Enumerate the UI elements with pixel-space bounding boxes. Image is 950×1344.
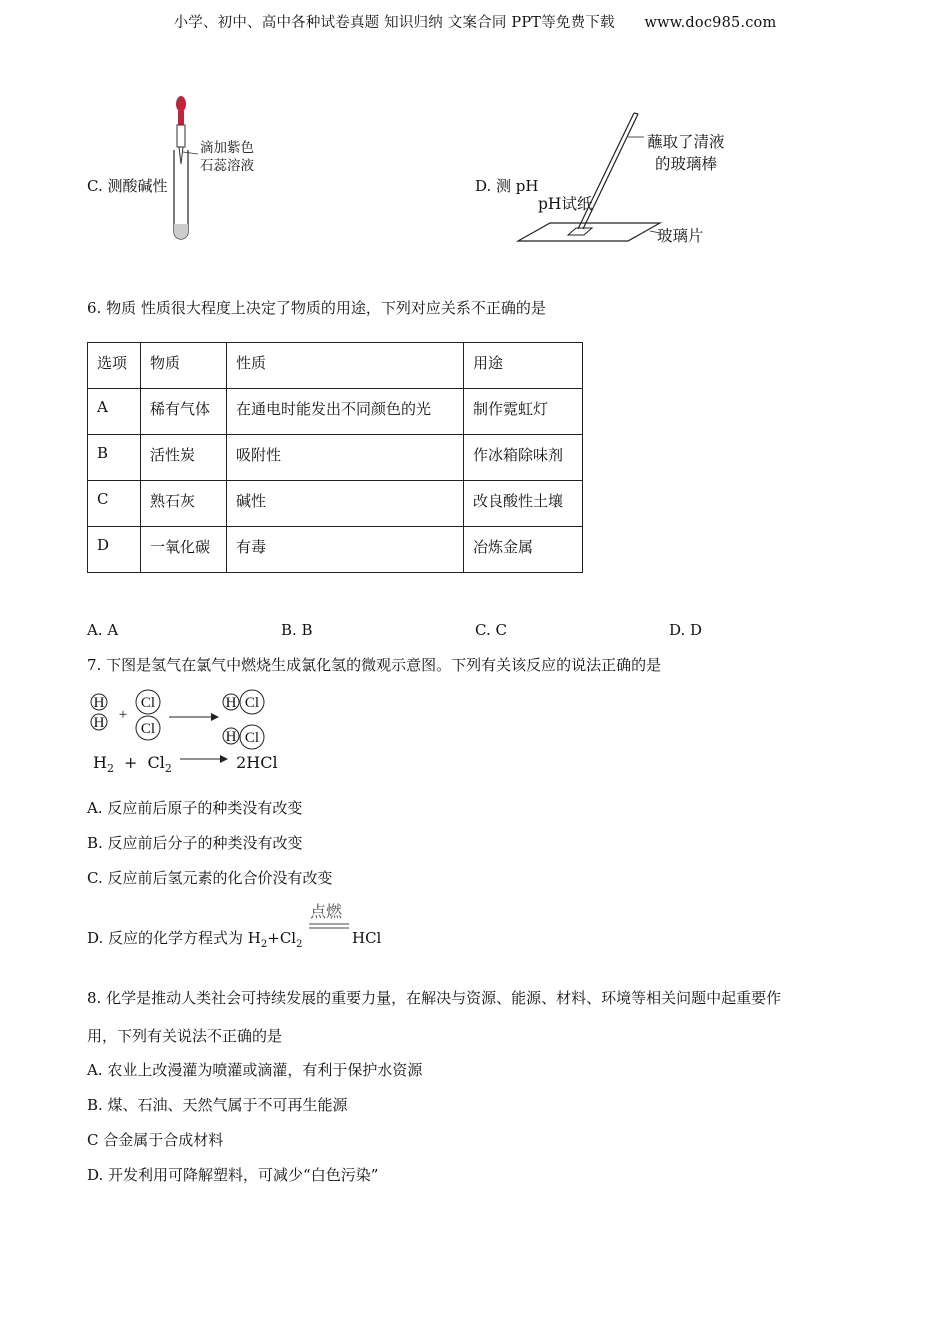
table-row	[88, 389, 583, 435]
molecule-diagram	[85, 686, 275, 756]
table-row	[88, 527, 583, 573]
eq-arrow	[180, 749, 228, 769]
glass-rod-top	[634, 113, 638, 114]
table-cell: 有毒	[227, 527, 464, 573]
d-sub2: 2	[296, 939, 303, 950]
plus-sign: +	[118, 707, 128, 723]
h-atom-label: H	[93, 695, 105, 711]
table-cell: 一氧化碳	[141, 527, 227, 573]
word-equation	[93, 753, 278, 775]
header-cell: 性质	[227, 343, 464, 389]
q8-option-d: D. 开发利用可降解塑料，可减少“白色污染”	[87, 1166, 379, 1184]
q7-option-d	[87, 928, 302, 951]
condition-ignite: 点燃	[310, 902, 343, 921]
table-cell: 熟石灰	[141, 481, 227, 527]
q8-stem-line2: 用，下列有关说法不正确的是	[87, 1027, 283, 1045]
eq-h-sub: 2	[106, 762, 114, 775]
q7-option-b: B. 反应前后分子的种类没有改变	[87, 834, 303, 852]
option-d-label: D. 测 pH	[475, 177, 539, 195]
q8-stem-line1: 8. 化学是推动人类社会可持续发展的重要力量，在解决与资源、能源、材料、环境等相关问题中起重要作	[87, 989, 782, 1007]
table-cell: 稀有气体	[141, 389, 227, 435]
q6-option-c: C. C	[475, 621, 507, 639]
cl-atom-label: Cl	[244, 695, 260, 711]
annot-line-1: 滴加紫色	[200, 140, 254, 156]
q8-option-b: B. 煤、石油、天然气属于不可再生能源	[87, 1096, 348, 1114]
dropper-bulb	[176, 96, 186, 112]
table-cell: 冶炼金属	[464, 527, 583, 573]
annot-drop-litmus	[200, 139, 254, 175]
option-c-label: C. 测酸碱性	[87, 177, 168, 195]
table-cell: B	[88, 435, 141, 481]
table-cell: A	[88, 389, 141, 435]
eq-cl: Cl	[147, 753, 165, 772]
q8-option-c: C 合金属于合成材料	[87, 1131, 224, 1149]
dropper-tube	[177, 125, 185, 147]
header-cell: 物质	[141, 343, 227, 389]
table-cell: 制作霓虹灯	[464, 389, 583, 435]
table-cell: 活性炭	[141, 435, 227, 481]
table-cell: C	[88, 481, 141, 527]
q6-option-d: D. D	[669, 621, 703, 639]
eq-plus: +	[124, 753, 138, 772]
table-cell: 碱性	[227, 481, 464, 527]
cl-atom-label: Cl	[140, 695, 156, 711]
ph-test-figure	[510, 105, 670, 250]
annotation-leader	[183, 152, 198, 154]
d-prefix: D. 反应的化学方程式为 H	[87, 929, 261, 947]
table-row	[88, 481, 583, 527]
cl-atom-label: Cl	[244, 730, 260, 746]
dropper-tip	[179, 147, 183, 164]
table-row	[88, 435, 583, 481]
header-cell: 用途	[464, 343, 583, 389]
table-cell: 吸附性	[227, 435, 464, 481]
annot-line-2: 石蕊溶液	[200, 158, 254, 174]
annot-ph-paper: pH试纸	[538, 195, 593, 213]
annot-rod-line-2: 的玻璃棒	[655, 155, 718, 173]
table-cell: 在通电时能发出不同颜色的光	[227, 389, 464, 435]
test-tube-liquid	[174, 224, 188, 239]
q6-option-b: B. B	[281, 621, 313, 639]
glass-slide	[518, 223, 660, 241]
q6-stem: 6. 物质 性质很大程度上决定了物质的用途，下列对应关系不正确的是	[87, 299, 546, 317]
reaction-arrow-head	[211, 713, 219, 721]
h-atom-label: H	[93, 715, 105, 731]
d-product: HCl	[352, 929, 382, 947]
q7-option-a: A. 反应前后原子的种类没有改变	[87, 799, 303, 817]
cl-atom-label: Cl	[140, 721, 156, 737]
eq-product: 2HCl	[236, 753, 278, 772]
annot-rod	[647, 131, 725, 175]
header-cell: 选项	[88, 343, 141, 389]
q6-option-a: A. A	[87, 621, 119, 639]
page-header	[0, 13, 950, 33]
table-header-row	[88, 343, 583, 389]
header-text: 小学、初中、高中各种试卷真题 知识归纳 文案合同 PPT等免费下载	[173, 15, 615, 31]
table-cell: 改良酸性土壤	[464, 481, 583, 527]
h-atom-label: H	[225, 729, 237, 745]
annot-glass-slide: 玻璃片	[657, 227, 704, 245]
h-atom-label: H	[225, 695, 237, 711]
q8-option-a: A. 农业上改漫灌为喷灌或滴灌，有利于保护水资源	[87, 1061, 423, 1079]
q7-stem: 7. 下图是氢气在氯气中燃烧生成氯化氢的微观示意图。下列有关该反应的说法正确的是	[87, 656, 662, 674]
table-cell: D	[88, 527, 141, 573]
q6-table	[87, 342, 583, 573]
dropper-neck	[178, 111, 184, 125]
d-sub1: 2	[260, 939, 268, 950]
equals-sign	[309, 922, 351, 932]
d-mid: +Cl	[267, 929, 297, 947]
q7-option-c: C. 反应前后氢元素的化合价没有改变	[87, 869, 333, 887]
eq-h: H	[93, 753, 107, 772]
table-cell: 作冰箱除味剂	[464, 435, 583, 481]
header-site: www.doc985.com	[644, 15, 777, 31]
annot-rod-line-1: 蘸取了清液	[647, 133, 725, 151]
eq-cl-sub: 2	[164, 762, 172, 775]
